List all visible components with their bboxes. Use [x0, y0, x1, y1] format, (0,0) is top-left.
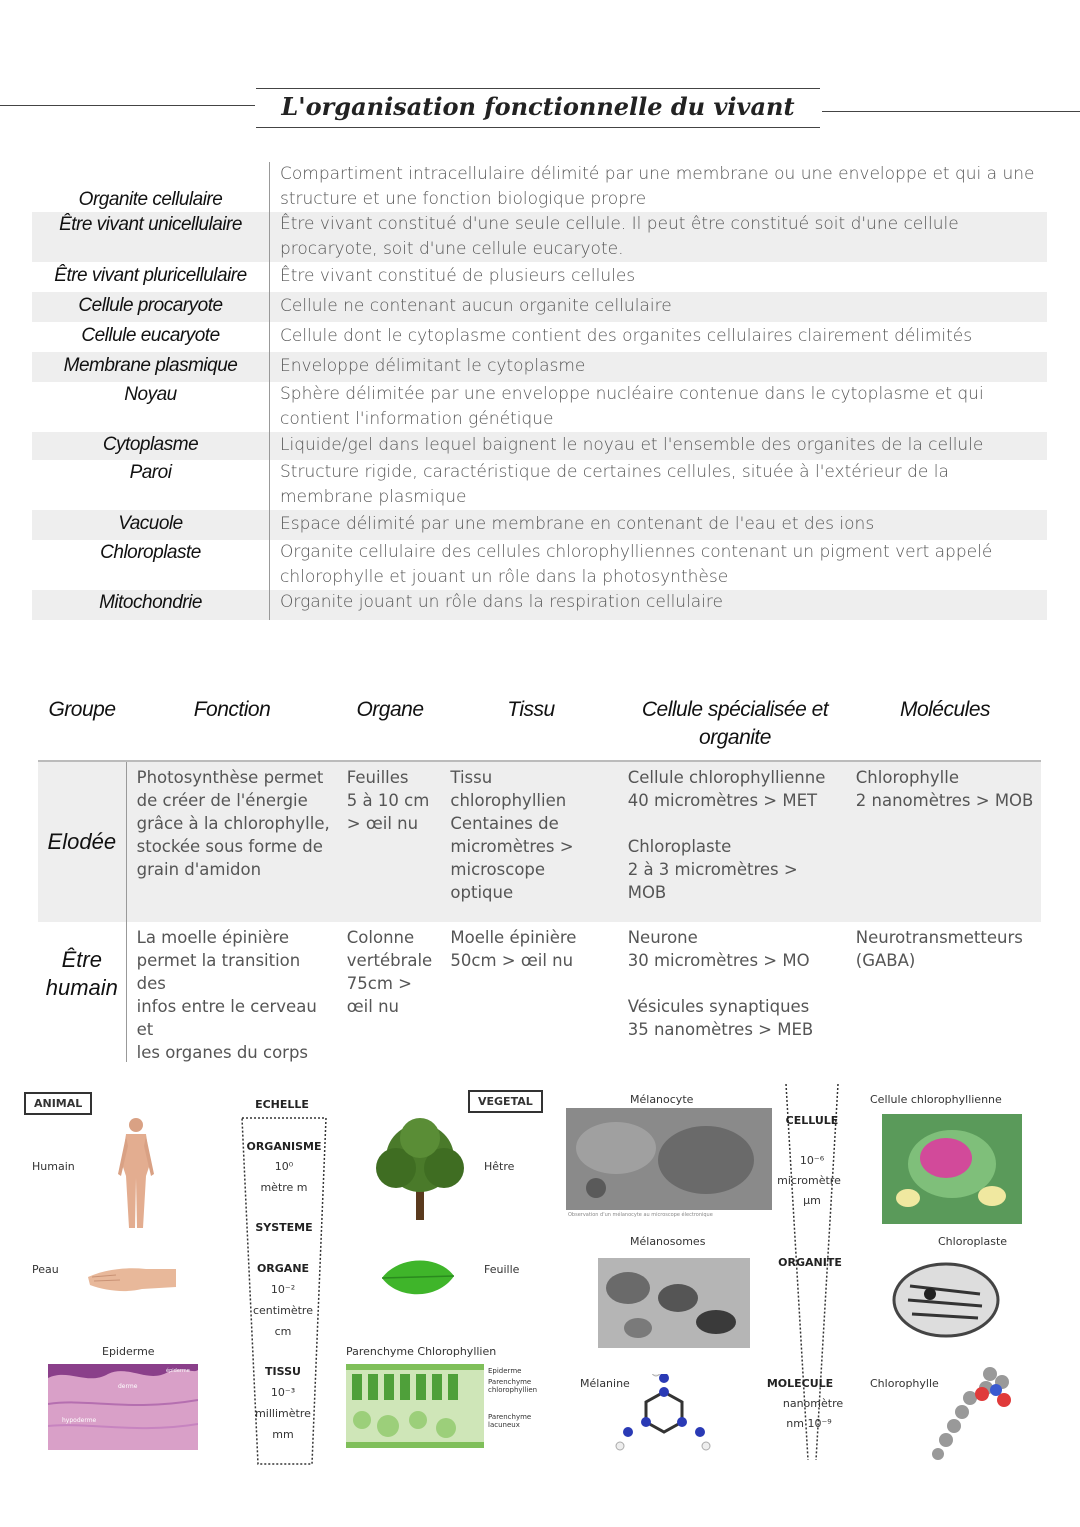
scale-molecule-unit-abbr: nm 10⁻⁹	[786, 1417, 832, 1430]
glossary-row	[32, 262, 1047, 292]
tissue-label-dermis: derme	[118, 1383, 138, 1390]
glossary-definition: Structure rigide, caractéristique de certaines cellules, située à l'extérieur de la membrane plasmique	[269, 460, 1047, 510]
glossary-row	[32, 212, 1047, 262]
glossary-definition: Enveloppe délimitant le cytoplasme	[269, 352, 1047, 382]
title-rule-top	[256, 88, 820, 89]
chloroplaste-label: Chloroplaste	[938, 1235, 1008, 1248]
scale-tissu-power: 10⁻³	[270, 1386, 296, 1399]
scale-cellule-unit-abbr: µm	[803, 1194, 821, 1207]
melanosomes-image	[598, 1258, 750, 1348]
levels-table-header	[38, 688, 1041, 760]
header-molecules: Molécules	[899, 698, 991, 721]
glossary-term: Membrane plasmique	[63, 355, 238, 376]
glossary-term: Chloroplaste	[100, 542, 201, 563]
glossary-table	[32, 162, 1047, 620]
chlorophylle-molecule	[930, 1360, 1026, 1464]
vegetal-organ-label: Feuille	[484, 1263, 520, 1276]
scale-molecule-unit: nanomètre	[782, 1397, 844, 1410]
glossary-row	[32, 292, 1047, 322]
leaf-label-epiderm: Epiderme	[488, 1367, 522, 1375]
title-rule-right	[822, 111, 1080, 112]
leaf-label-lacunar: Parenchyme lacuneux	[488, 1413, 532, 1429]
epiderm-histology	[48, 1364, 198, 1450]
header-fonction: Fonction	[193, 698, 271, 721]
scale-organe-unit-abbr: cm	[274, 1325, 292, 1338]
tissue-label-hypodermis: hypoderme	[62, 1417, 97, 1424]
melanocyte-image	[566, 1108, 772, 1210]
glossary-row	[32, 590, 1047, 620]
animal-label: ANIMAL	[24, 1092, 92, 1115]
leaf-image	[378, 1254, 456, 1302]
group-name: Elodée	[38, 762, 127, 922]
glossary-row	[32, 432, 1047, 460]
cell-fonction: La moelle épinière permet la transition des infos entre le cerveau et les organes du corps	[136, 928, 317, 1062]
cell-organe: Colonne vertébrale 75cm > œil nu	[346, 928, 433, 1016]
cell-molecules: Chlorophylle 2 nanomètres > MOB	[855, 768, 1034, 810]
scale-organisme-power: 10⁰	[274, 1160, 294, 1173]
glossary-definition: Organite jouant un rôle dans la respiration cellulaire	[269, 590, 1047, 620]
tree-image	[366, 1114, 474, 1222]
animal-organ-label: Peau	[32, 1263, 59, 1276]
glossary-row	[32, 510, 1047, 540]
levels-figure	[0, 1080, 1080, 1527]
glossary-row	[32, 540, 1047, 590]
melanine-label: Mélanine	[580, 1377, 630, 1390]
glossary-row	[32, 352, 1047, 382]
title-rule-bottom	[256, 127, 820, 128]
glossary-definition: Cellule ne contenant aucun organite cellulaire	[269, 292, 1047, 322]
melanocyte-caption: Observation d'un mélanocyte au microscope électronique	[568, 1212, 713, 1218]
levels-table	[38, 688, 1041, 1062]
glossary-definition: Organite cellulaire des cellules chlorophylliennes contenant un pigment vert appelé chlorophylle et jouant un rôle dans la photosynthèse	[269, 540, 1047, 590]
title-rule-left	[0, 105, 255, 106]
page-title: L'organisation fonctionnelle du vivant	[281, 92, 795, 121]
header-groupe: Groupe	[48, 698, 116, 721]
cell-cellule: Neurone 30 micromètres > MO Vésicules synaptiques 35 nanomètres > MEB	[627, 928, 814, 1039]
animal-organism-label: Humain	[32, 1160, 75, 1173]
levels-row-humain	[38, 922, 1041, 1062]
glossary-term: Cellule procaryote	[78, 295, 223, 316]
group-name: Être humain	[38, 922, 127, 1062]
scale-tissu-unit-abbr: mm	[272, 1428, 294, 1441]
glossary-definition: Sphère délimitée par une enveloppe nucléaire contenue dans le cytoplasme et qui contient l'information génétique	[269, 382, 1047, 432]
glossary-definition: Espace délimité par une membrane en contenant de l'eau et des ions	[269, 510, 1047, 540]
scale-systeme: SYSTEME	[255, 1221, 313, 1234]
scale-organite: ORGANITE	[778, 1256, 842, 1269]
melanine-molecule	[614, 1374, 714, 1454]
glossary-definition: Compartiment intracellulaire délimité par une membrane ou une enveloppe et qui a une structure et une fonction biologique propre	[269, 162, 1047, 212]
melanocyte-label: Mélanocyte	[630, 1093, 694, 1106]
scale-cellule-unit: micromètre	[777, 1174, 841, 1187]
leaf-label-chloro: Parenchyme chlorophyllien	[488, 1378, 538, 1394]
scale-cellule-power: 10⁻⁶	[799, 1154, 825, 1167]
glossary-term: Cytoplasme	[102, 434, 199, 455]
scale-title: ECHELLE	[255, 1098, 309, 1111]
hand-skin	[86, 1263, 178, 1295]
vegetal-label: VEGETAL	[468, 1090, 543, 1113]
melanosomes-label: Mélanosomes	[630, 1235, 706, 1248]
levels-row-elodee	[38, 760, 1041, 922]
scale-organe: ORGANE	[256, 1262, 310, 1275]
cell-tissu: Moelle épinière 50cm > œil nu	[450, 928, 577, 970]
animal-tissue-label: Epiderme	[102, 1345, 155, 1358]
scale-organisme: ORGANISME	[246, 1140, 322, 1153]
chlorophylle-label: Chlorophylle	[870, 1377, 939, 1390]
cell-tissu: Tissu chlorophyllien Centaines de micromètres > microscope optique	[450, 768, 574, 902]
tissue-label-epidermis: épiderme	[166, 1368, 190, 1374]
glossary-term: Être vivant pluricellulaire	[54, 265, 247, 286]
glossary-row	[32, 162, 1047, 212]
scale-organe-unit: centimètre	[252, 1304, 313, 1317]
scale-organe-power: 10⁻²	[270, 1283, 296, 1296]
glossary-term: Noyau	[124, 384, 177, 405]
glossary-row	[32, 382, 1047, 432]
scale-molecule: MOLECULE	[766, 1377, 834, 1390]
glossary-term: Organite cellulaire	[78, 189, 223, 210]
glossary-term: Paroi	[129, 462, 172, 483]
chloroplaste-image	[890, 1258, 1002, 1342]
vegetal-organism-label: Hêtre	[484, 1160, 515, 1173]
cell-cellule: Cellule chlorophyllienne 40 micromètres > MET Chloroplaste 2 à 3 micromètres > MOB	[627, 768, 826, 902]
leaf-tissue-image	[346, 1364, 484, 1448]
human-figure	[110, 1116, 162, 1231]
glossary-definition: Cellule dont le cytoplasme contient des organites cellulaires clairement délimités	[269, 322, 1047, 352]
header-organe: Organe	[356, 698, 424, 721]
cell-chloro-image	[882, 1114, 1022, 1224]
glossary-term: Cellule eucaryote	[81, 325, 220, 346]
glossary-row	[32, 322, 1047, 352]
vegetal-tissue-label: Parenchyme Chlorophyllien	[346, 1345, 497, 1358]
glossary-definition: Être vivant constitué de plusieurs cellules	[269, 262, 1047, 292]
cell-organe: Feuilles 5 à 10 cm > œil nu	[346, 768, 430, 833]
scale-organisme-unit: mètre m	[260, 1181, 308, 1194]
glossary-term: Vacuole	[118, 513, 183, 534]
glossary-term: Mitochondrie	[99, 592, 202, 613]
glossary-row	[32, 460, 1047, 510]
header-tissu: Tissu	[507, 698, 555, 721]
scale-tissu: TISSU	[265, 1365, 301, 1378]
glossary-definition: Être vivant constitué d'une seule cellule. Il peut être constitué soit d'une cellule procaryote, soit d'une cellule eucaryote.	[269, 212, 1047, 262]
cell-chloro-label: Cellule chlorophyllienne	[870, 1093, 1002, 1106]
cell-molecules: Neurotransmetteurs (GABA)	[855, 928, 1023, 970]
scale-cellule: CELLULE	[785, 1114, 839, 1127]
glossary-definition: Liquide/gel dans lequel baignent le noyau et l'ensemble des organites de la cellule	[269, 432, 1047, 460]
scale-tissu-unit: millimètre	[255, 1407, 311, 1420]
header-cellule: Cellule spécialisée et organite	[641, 698, 829, 749]
glossary-term: Être vivant unicellulaire	[59, 214, 242, 235]
cell-fonction: Photosynthèse permet de créer de l'énergie grâce à la chlorophylle, stockée sous forme de grain d'amidon	[136, 768, 330, 879]
